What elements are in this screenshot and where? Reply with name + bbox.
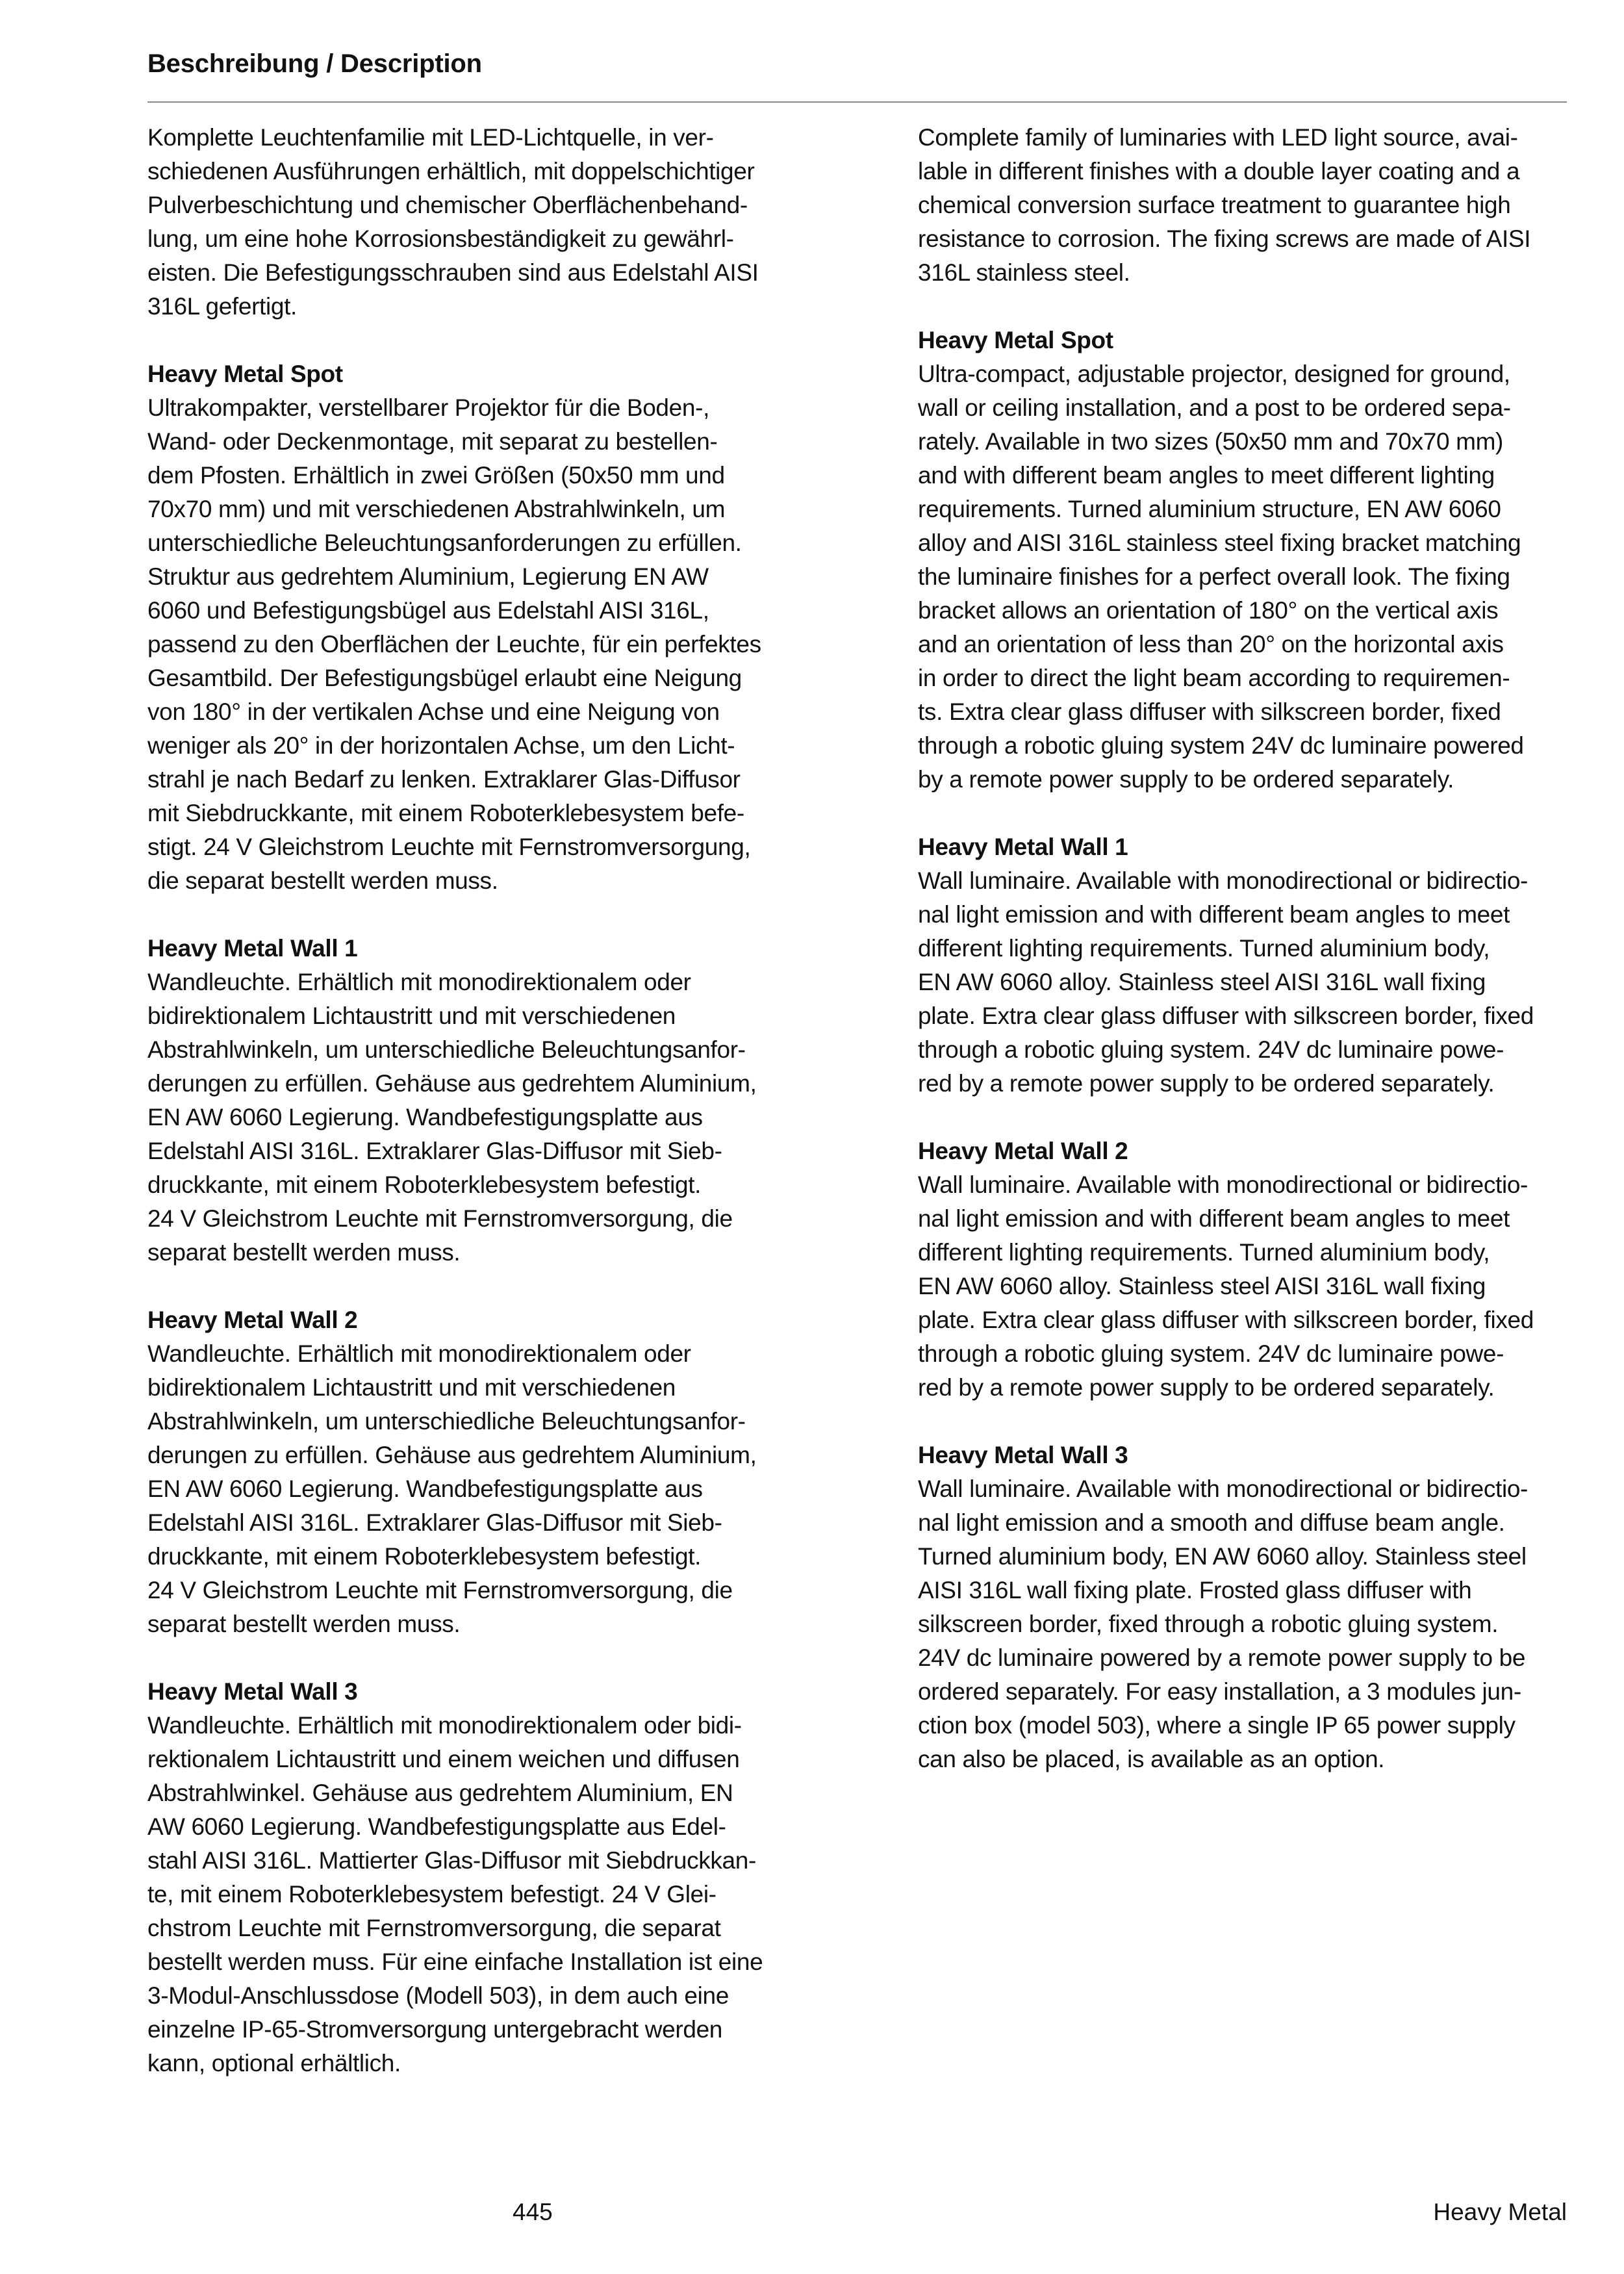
paragraph-line: Wand- oder Deckenmontage, mit separat zu bestellen-	[147, 428, 718, 455]
paragraph-line: lung, um eine hohe Korrosionsbeständigkeit zu gewährl-	[147, 225, 734, 252]
paragraph-line: bestellt werden muss. Für eine einfache Installation ist eine	[147, 1948, 763, 1975]
paragraph-line: different lighting requirements. Turned aluminium body,	[918, 935, 1490, 962]
paragraph-line: Complete family of luminaries with LED light source, avai-	[918, 124, 1518, 151]
paragraph-line: Wandleuchte. Erhältlich mit monodirektionalem oder	[147, 1340, 691, 1367]
paragraph-line: strahl je nach Bedarf zu lenken. Extraklarer Glas-Diffusor	[147, 766, 741, 793]
paragraph-line: 316L gefertigt.	[147, 293, 297, 320]
paragraph-line: die separat bestellt werden muss.	[147, 867, 498, 894]
paragraph-line: Wall luminaire. Available with monodirectional or bidirectio-	[918, 867, 1529, 894]
paragraph-line: 24 V Gleichstrom Leuchte mit Fernstromversorgung, die	[147, 1205, 733, 1232]
paragraph-line: ordered separately. For easy installation, a 3 modules jun-	[918, 1678, 1521, 1705]
product-heading: Heavy Metal Spot	[918, 327, 1113, 353]
paragraph-line: Abstrahlwinkeln, um unterschiedliche Beleuchtungsanfor-	[147, 1408, 746, 1435]
paragraph-line: through a robotic gluing system. 24V dc luminaire powe-	[918, 1036, 1504, 1063]
paragraph-line: requirements. Turned aluminium structure, EN AW 6060	[918, 496, 1501, 522]
intro-paragraph	[147, 121, 836, 324]
paragraph-line: unterschiedliche Beleuchtungsanforderungen zu erfüllen.	[147, 530, 742, 556]
paragraph-line: by a remote power supply to be ordered separately.	[918, 766, 1454, 793]
paragraph-line: Komplette Leuchtenfamilie mit LED-Lichtquelle, in ver-	[147, 124, 714, 151]
page-number: 445	[513, 2199, 553, 2225]
footer-section-name: Heavy Metal	[1433, 2199, 1567, 2225]
paragraph-line: EN AW 6060 alloy. Stainless steel AISI 316L wall fixing	[918, 969, 1486, 995]
product-heading: Heavy Metal Wall 2	[147, 1307, 358, 1333]
paragraph-line: einzelne IP-65-Stromversorgung untergebracht werden	[147, 2016, 723, 2043]
paragraph-line: Ultra-compact, adjustable projector, designed for ground,	[918, 361, 1510, 387]
german-description-column	[147, 121, 836, 2114]
paragraph-line: the luminaire finishes for a perfect overall look. The fixing	[918, 563, 1510, 590]
paragraph-line: nal light emission and with different beam angles to meet	[918, 1205, 1510, 1232]
product-heading: Heavy Metal Wall 2	[918, 1138, 1128, 1164]
paragraph-line: 24 V Gleichstrom Leuchte mit Fernstromversorgung, die	[147, 1577, 733, 1603]
paragraph-line: 6060 und Befestigungsbügel aus Edelstahl AISI 316L,	[147, 597, 709, 624]
paragraph-line: Edelstahl AISI 316L. Extraklarer Glas-Diffusor mit Sieb-	[147, 1509, 722, 1536]
paragraph-line: alloy and AISI 316L stainless steel fixing bracket matching	[918, 530, 1521, 556]
product-description-block	[918, 1134, 1606, 1405]
paragraph-line: and an orientation of less than 20° on the horizontal axis	[918, 631, 1504, 658]
paragraph-line: and with different beam angles to meet different lighting	[918, 462, 1495, 489]
paragraph-line: von 180° in der vertikalen Achse und eine Neigung von	[147, 698, 720, 725]
paragraph-line: derungen zu erfüllen. Gehäuse aus gedrehtem Aluminium,	[147, 1442, 757, 1468]
paragraph-line: derungen zu erfüllen. Gehäuse aus gedrehtem Aluminium,	[147, 1070, 757, 1097]
paragraph-line: 3-Modul-Anschlussdose (Modell 503), in dem auch eine	[147, 1982, 729, 2009]
paragraph-line: Abstrahlwinkel. Gehäuse aus gedrehtem Aluminium, EN	[147, 1780, 733, 1806]
paragraph-line: chstrom Leuchte mit Fernstromversorgung, die separat	[147, 1915, 721, 1941]
paragraph-line: eisten. Die Befestigungsschrauben sind aus Edelstahl AISI	[147, 259, 759, 286]
paragraph-line: Pulverbeschichtung und chemischer Oberflächenbehand-	[147, 192, 748, 218]
paragraph-line: wall or ceiling installation, and a post to be ordered sepa-	[918, 394, 1511, 421]
paragraph-line: stahl AISI 316L. Mattierter Glas-Diffusor mit Siebdruckkan-	[147, 1847, 756, 1874]
paragraph-line: passend zu den Oberflächen der Leuchte, für ein perfektes	[147, 631, 761, 658]
paragraph-line: Wandleuchte. Erhältlich mit monodirektionalem oder	[147, 969, 691, 995]
paragraph-line: druckkante, mit einem Roboterklebesystem befestigt.	[147, 1171, 702, 1198]
paragraph-line: different lighting requirements. Turned aluminium body,	[918, 1239, 1490, 1266]
product-description-block	[147, 1303, 836, 1641]
product-description-block	[918, 830, 1606, 1101]
paragraph-line: 70x70 mm) und mit verschiedenen Abstrahlwinkeln, um	[147, 496, 726, 522]
paragraph-line: mit Siebdruckkante, mit einem Roboterklebesystem befe-	[147, 800, 744, 826]
paragraph-line: rektionalem Lichtaustritt und einem weichen und diffusen	[147, 1746, 740, 1772]
paragraph-line: plate. Extra clear glass diffuser with silkscreen border, fixed	[918, 1003, 1534, 1029]
paragraph-line: Gesamtbild. Der Befestigungsbügel erlaubt eine Neigung	[147, 665, 742, 691]
paragraph-line: chemical conversion surface treatment to guarantee high	[918, 192, 1511, 218]
intro-paragraph	[918, 121, 1606, 290]
paragraph-line: Struktur aus gedrehtem Aluminium, Legierung EN AW	[147, 563, 709, 590]
paragraph-line: red by a remote power supply to be ordered separately.	[918, 1374, 1495, 1401]
english-description-column	[918, 121, 1606, 1810]
page-title: Beschreibung / Description	[147, 49, 482, 78]
paragraph-line: nal light emission and with different beam angles to meet	[918, 901, 1510, 928]
paragraph-line: EN AW 6060 alloy. Stainless steel AISI 316L wall fixing	[918, 1273, 1486, 1299]
paragraph-line: schiedenen Ausführungen erhältlich, mit doppelschichtiger	[147, 158, 755, 185]
paragraph-line: Wall luminaire. Available with monodirectional or bidirectio-	[918, 1171, 1529, 1198]
paragraph-line: 24V dc luminaire powered by a remote power supply to be	[918, 1644, 1526, 1671]
header-divider	[147, 101, 1567, 103]
paragraph-line: Ultrakompakter, verstellbarer Projektor für die Boden-,	[147, 394, 710, 421]
paragraph-line: through a robotic gluing system 24V dc luminaire powered	[918, 732, 1524, 759]
paragraph-line: stigt. 24 V Gleichstrom Leuchte mit Fernstromversorgung,	[147, 834, 751, 860]
paragraph-line: kann, optional erhältlich.	[147, 2050, 401, 2076]
product-description-block	[918, 324, 1606, 797]
paragraph-line: separat bestellt werden muss.	[147, 1611, 461, 1637]
paragraph-line: resistance to corrosion. The fixing screws are made of AISI	[918, 225, 1531, 252]
product-heading: Heavy Metal Spot	[147, 361, 343, 387]
paragraph-line: Turned aluminium body, EN AW 6060 alloy. Stainless steel	[918, 1543, 1527, 1570]
paragraph-line: weniger als 20° in der horizontalen Achse, um den Licht-	[147, 732, 735, 759]
product-description-block	[147, 1675, 836, 2080]
product-heading: Heavy Metal Wall 3	[147, 1678, 358, 1705]
paragraph-line: bracket allows an orientation of 180° on the vertical axis	[918, 597, 1499, 624]
product-heading: Heavy Metal Wall 1	[918, 834, 1128, 860]
paragraph-line: dem Pfosten. Erhältlich in zwei Größen (50x50 mm und	[147, 462, 725, 489]
paragraph-line: lable in different finishes with a double layer coating and a	[918, 158, 1520, 185]
paragraph-line: EN AW 6060 Legierung. Wandbefestigungsplatte aus	[147, 1104, 703, 1131]
paragraph-line: te, mit einem Roboterklebesystem befestigt. 24 V Glei-	[147, 1881, 717, 1908]
paragraph-line: Abstrahlwinkeln, um unterschiedliche Beleuchtungsanfor-	[147, 1036, 746, 1063]
paragraph-line: rately. Available in two sizes (50x50 mm and 70x70 mm)	[918, 428, 1504, 455]
paragraph-line: EN AW 6060 Legierung. Wandbefestigungsplatte aus	[147, 1476, 703, 1502]
paragraph-line: AW 6060 Legierung. Wandbefestigungsplatte aus Edel-	[147, 1813, 726, 1840]
paragraph-line: plate. Extra clear glass diffuser with silkscreen border, fixed	[918, 1307, 1534, 1333]
product-heading: Heavy Metal Wall 3	[918, 1442, 1128, 1468]
paragraph-line: 316L stainless steel.	[918, 259, 1130, 286]
paragraph-line: Wandleuchte. Erhältlich mit monodirektionalem oder bidi-	[147, 1712, 742, 1739]
paragraph-line: nal light emission and a smooth and diffuse beam angle.	[918, 1509, 1505, 1536]
paragraph-line: druckkante, mit einem Roboterklebesystem befestigt.	[147, 1543, 702, 1570]
paragraph-line: AISI 316L wall fixing plate. Frosted glass diffuser with	[918, 1577, 1472, 1603]
paragraph-line: bidirektionalem Lichtaustritt und mit verschiedenen	[147, 1003, 676, 1029]
paragraph-line: in order to direct the light beam according to requiremen-	[918, 665, 1510, 691]
paragraph-line: ts. Extra clear glass diffuser with silkscreen border, fixed	[918, 698, 1501, 725]
product-description-block	[147, 357, 836, 898]
paragraph-line: through a robotic gluing system. 24V dc luminaire powe-	[918, 1340, 1504, 1367]
product-heading: Heavy Metal Wall 1	[147, 935, 358, 962]
paragraph-line: separat bestellt werden muss.	[147, 1239, 461, 1266]
paragraph-line: red by a remote power supply to be ordered separately.	[918, 1070, 1495, 1097]
paragraph-line: can also be placed, is available as an option.	[918, 1746, 1385, 1772]
paragraph-line: silkscreen border, fixed through a robotic gluing system.	[918, 1611, 1499, 1637]
paragraph-line: bidirektionalem Lichtaustritt und mit verschiedenen	[147, 1374, 676, 1401]
paragraph-line: Wall luminaire. Available with monodirectional or bidirectio-	[918, 1476, 1529, 1502]
paragraph-line: ction box (model 503), where a single IP 65 power supply	[918, 1712, 1516, 1739]
product-description-block	[918, 1438, 1606, 1776]
paragraph-line: Edelstahl AISI 316L. Extraklarer Glas-Diffusor mit Sieb-	[147, 1138, 722, 1164]
product-description-block	[147, 932, 836, 1270]
